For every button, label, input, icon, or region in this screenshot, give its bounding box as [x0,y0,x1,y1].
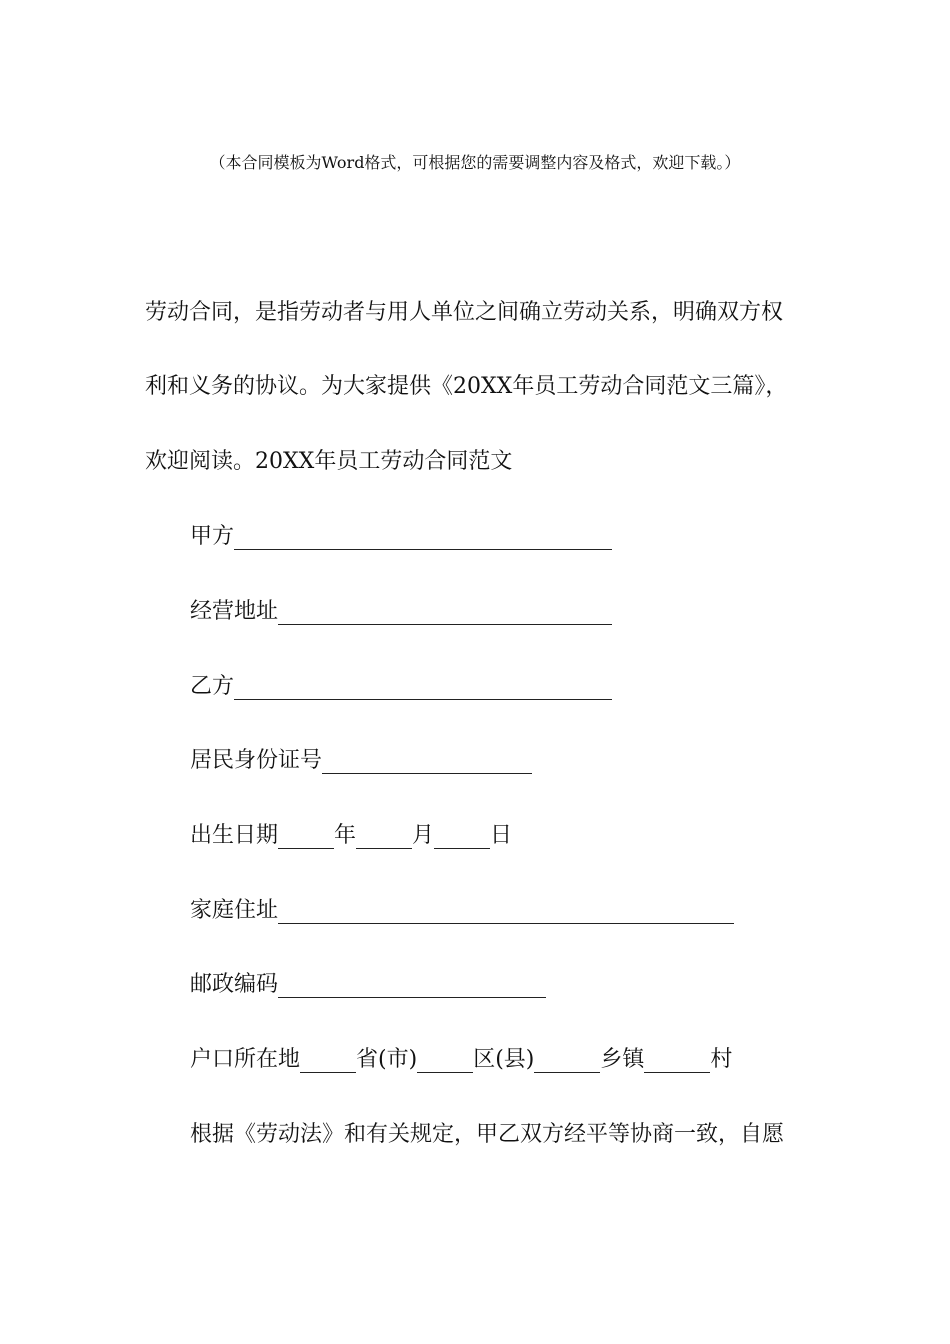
hukou-label: 户口所在地 [190,1047,301,1072]
birth-year-blank[interactable] [278,824,334,849]
home-address-field [190,896,734,926]
hukou-field [190,1045,732,1075]
birth-month-blank[interactable] [356,824,412,849]
party-a-field [190,522,612,552]
party-b-field [190,672,612,702]
hukou-district-blank[interactable] [417,1048,473,1073]
id-number-field [190,746,532,776]
home-address-blank[interactable] [278,899,734,924]
basis-line: 根据《劳动法》和有关规定，甲乙双方经平等协商一致，自愿 [190,1122,785,1147]
birth-date-field [190,821,512,851]
business-address-label: 经营地址 [190,599,279,624]
business-address-blank[interactable] [278,600,612,625]
intro-line-1: 劳动合同，是指劳动者与用人单位之间确立劳动关系，明确双方权 [145,300,784,325]
postal-code-blank[interactable] [278,973,546,998]
birth-date-label: 出生日期 [190,823,279,848]
intro-line-2: 利和义务的协议。为大家提供《20XX年员工劳动合同范文三篇》， [145,374,788,399]
party-a-blank[interactable] [234,525,612,550]
party-b-label: 乙方 [190,674,235,699]
intro-line-3: 欢迎阅读。20XX年员工劳动合同范文 [145,449,513,474]
hukou-township-unit: 乡镇 [600,1047,645,1072]
hukou-village-unit: 村 [710,1047,733,1072]
business-address-field [190,597,612,627]
template-note: （本合同模板为Word格式，可根据您的需要调整内容及格式，欢迎下载。） [209,153,741,172]
party-b-blank[interactable] [234,675,612,700]
postal-code-field [190,970,546,1000]
hukou-township-blank[interactable] [534,1048,600,1073]
hukou-village-blank[interactable] [644,1048,710,1073]
party-a-label: 甲方 [190,524,235,549]
home-address-label: 家庭住址 [190,898,279,923]
birth-day-unit: 日 [490,823,513,848]
hukou-district-unit: 区(县) [473,1047,535,1072]
id-number-label: 居民身份证号 [190,748,323,773]
hukou-province-blank[interactable] [300,1048,356,1073]
hukou-province-unit: 省(市) [356,1047,418,1072]
birth-year-unit: 年 [334,823,357,848]
birth-month-unit: 月 [412,823,435,848]
birth-day-blank[interactable] [434,824,490,849]
postal-code-label: 邮政编码 [190,972,279,997]
id-number-blank[interactable] [322,749,532,774]
